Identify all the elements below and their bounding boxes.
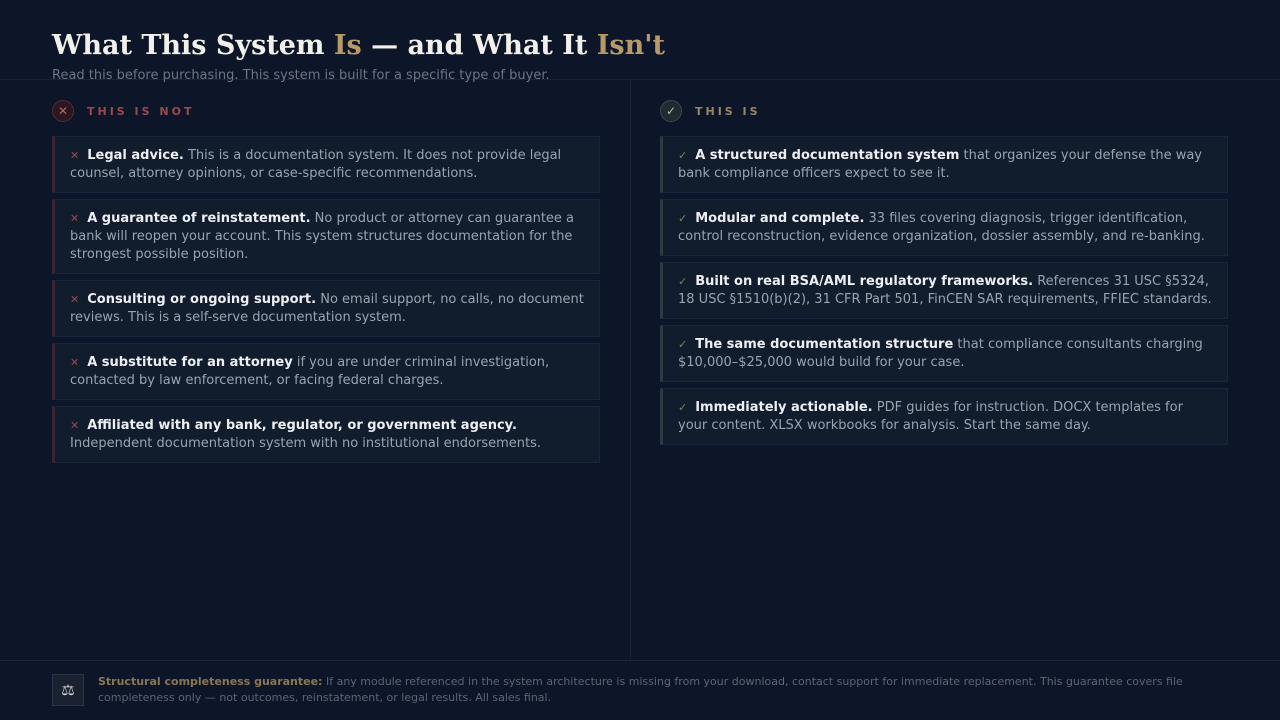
not-item-text: Independent documentation system with no institutional endorsements.	[70, 436, 542, 451]
x-icon: ✕	[70, 419, 80, 432]
is-item-title: The same documentation structure	[695, 337, 954, 352]
is-item-text: 33 files covering diagnosis, trigger identification, control reconstruction, evidence organization, dossier assembly, and re-banking.	[678, 211, 1205, 244]
is-item	[660, 199, 1228, 256]
x-icon: ✕	[70, 356, 80, 369]
page-title	[52, 30, 665, 61]
title-accent-isnt: Isn't	[596, 30, 665, 61]
page-subtitle: Read this before purchasing. This system is built for a specific type of buyer.	[52, 68, 550, 83]
is-item-text: that organizes your defense the way bank compliance officers expect to see it.	[678, 148, 1202, 181]
check-icon: ✓	[678, 401, 688, 414]
scale-icon: ⚖	[52, 674, 84, 706]
not-item-title: Legal advice.	[87, 148, 184, 163]
not-column-header	[52, 100, 600, 122]
check-icon: ✓	[678, 275, 688, 288]
page-header	[0, 0, 1280, 83]
guarantee-text	[98, 674, 1218, 706]
x-icon: ✕	[70, 212, 80, 225]
not-item-text: if you are under criminal investigation, contacted by law enforcement, or facing federal charges.	[70, 355, 550, 388]
guarantee-body: If any module referenced in the system architecture is missing from your download, contact support for immediate replacement. This guarantee covers file completeness only — not outcomes, reinstatement, or legal results. All sales final.	[98, 675, 1183, 704]
is-item-text: References 31 USC §5324, 18 USC §1510(b)(2), 31 CFR Part 501, FinCEN SAR requirements, FFIEC standards.	[678, 274, 1212, 307]
guarantee-footer	[0, 660, 1280, 720]
not-item	[52, 199, 600, 274]
is-column-header	[660, 100, 1228, 122]
x-icon: ✕	[52, 100, 74, 122]
is-item-title: A structured documentation system	[695, 148, 960, 163]
is-item	[660, 136, 1228, 193]
is-item-text: that compliance consultants charging $10,000–$25,000 would build for your case.	[678, 337, 1203, 370]
not-item-text: No email support, no calls, no document reviews. This is a self-serve documentation system.	[70, 292, 584, 325]
check-icon: ✓	[678, 149, 688, 162]
not-item	[52, 136, 600, 193]
column-divider	[630, 80, 631, 660]
check-icon: ✓	[660, 100, 682, 122]
title-part-2: — and What It	[361, 30, 597, 61]
is-item	[660, 325, 1228, 382]
is-column	[660, 100, 1228, 451]
check-icon: ✓	[678, 212, 688, 225]
is-item-text: PDF guides for instruction. DOCX templates for your content. XLSX workbooks for analysis. Start the same day.	[678, 400, 1183, 433]
is-item-title: Immediately actionable.	[695, 400, 873, 415]
not-column	[52, 100, 600, 469]
not-item-title: A substitute for an attorney	[87, 355, 293, 370]
not-item-text: This is a documentation system. It does not provide legal counsel, attorney opinions, or case-specific recommendations.	[70, 148, 562, 181]
is-item	[660, 262, 1228, 319]
not-item-title: Consulting or ongoing support.	[87, 292, 317, 307]
title-part-1: What This System	[52, 30, 334, 61]
not-item	[52, 406, 600, 463]
title-accent-is: Is	[333, 30, 362, 61]
x-icon: ✕	[70, 293, 80, 306]
is-column-label: THIS IS	[695, 104, 761, 118]
not-item-text: No product or attorney can guarantee a bank will reopen your account. This system structures documentation for the strongest possible position.	[70, 211, 575, 262]
not-item-title: Affiliated with any bank, regulator, or government agency.	[87, 418, 517, 433]
guarantee-title: Structural completeness guarantee:	[98, 675, 323, 688]
not-item	[52, 280, 600, 337]
x-icon: ✕	[70, 149, 80, 162]
not-item	[52, 343, 600, 400]
is-item-title: Built on real BSA/AML regulatory frameworks.	[695, 274, 1034, 289]
is-item-title: Modular and complete.	[695, 211, 865, 226]
check-icon: ✓	[678, 338, 688, 351]
not-column-label: THIS IS NOT	[87, 104, 195, 118]
is-item	[660, 388, 1228, 445]
not-item-title: A guarantee of reinstatement.	[87, 211, 311, 226]
